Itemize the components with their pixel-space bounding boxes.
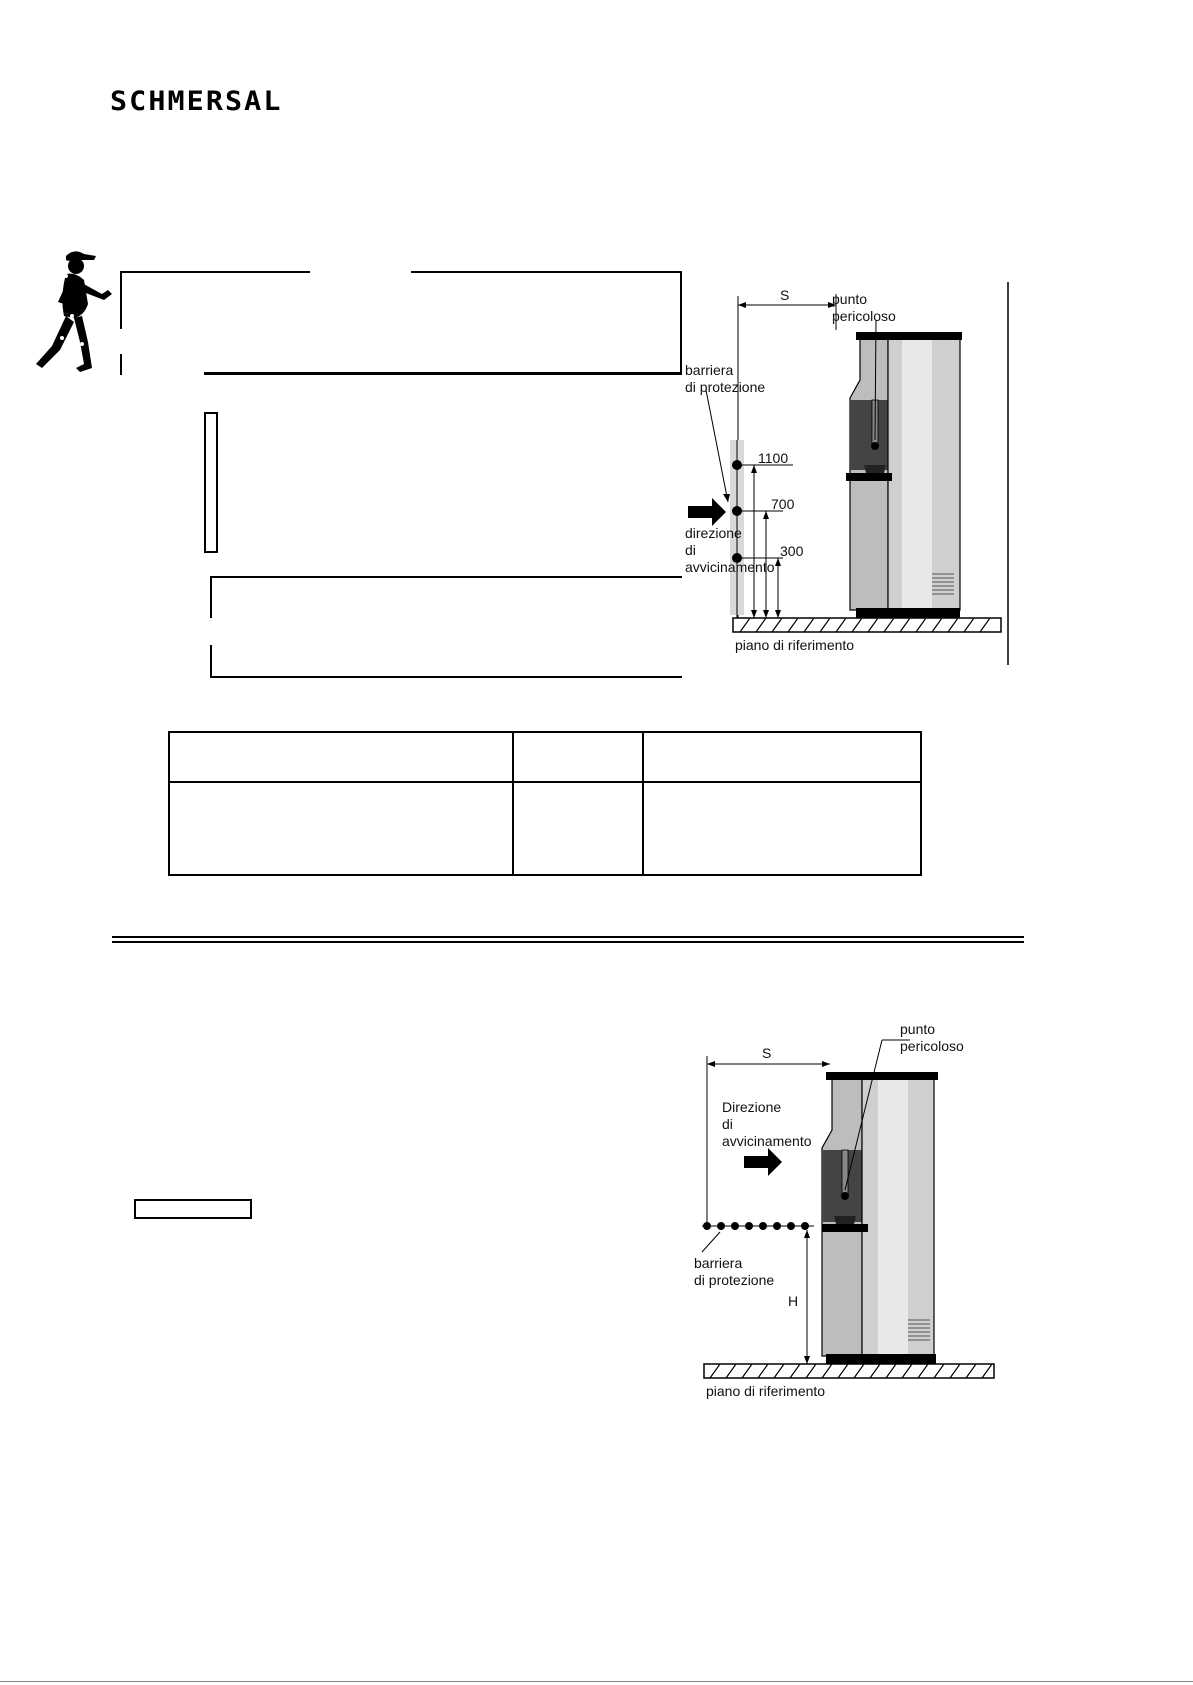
section-divider-top — [112, 936, 1024, 938]
table-column-divider — [642, 733, 644, 874]
fig1-height-1100: 1100 — [758, 450, 789, 466]
fig2-dim-s: S — [762, 1045, 772, 1061]
bracket-bottom — [210, 676, 682, 678]
bracket-left-upper — [210, 576, 212, 618]
frame-bottom — [204, 372, 682, 375]
frame-top-left — [120, 271, 310, 273]
vertical-box — [204, 412, 218, 553]
fig2-label-dir-3: avvicinamento — [722, 1133, 812, 1149]
schmersal-logo: SCHMERSAL — [110, 86, 283, 117]
table-row-divider — [170, 781, 920, 783]
fig2-label-barrier-2: di protezione — [694, 1272, 775, 1288]
fig1-label-reference: piano di riferimento — [735, 637, 855, 653]
frame-left-lower — [120, 354, 122, 375]
frame-left — [120, 271, 122, 329]
table-box — [168, 731, 922, 876]
fig2-label-danger-2: pericoloso — [900, 1038, 964, 1054]
fig1-label-dir-1: direzione — [685, 525, 742, 541]
section-divider-bottom — [112, 941, 1024, 943]
fig2-label-dir-2: di — [722, 1116, 733, 1132]
fig2-label-dir-1: Direzione — [722, 1099, 782, 1115]
fig2-dim-h: H — [788, 1293, 799, 1309]
fig1-height-700: 700 — [771, 496, 795, 512]
table-column-divider — [512, 733, 514, 874]
figure-horizontal-barrier — [682, 1020, 1012, 1410]
fig2-label-danger-1: punto — [900, 1021, 936, 1037]
fig1-label-danger-1: punto — [832, 291, 868, 307]
figure-vertical-barrier — [685, 280, 1018, 670]
bracket-top — [210, 576, 682, 578]
small-box — [134, 1199, 252, 1219]
bracket-left-lower — [210, 645, 212, 678]
page-bottom-rule — [0, 1681, 1193, 1682]
fig1-height-300: 300 — [780, 543, 804, 559]
fig2-label-reference: piano di riferimento — [706, 1383, 826, 1399]
walking-person-icon — [22, 246, 114, 374]
fig2-label-barrier-1: barriera — [694, 1255, 743, 1271]
fig1-label-dir-3: avvicinamento — [685, 559, 775, 575]
frame-top-right — [411, 271, 681, 273]
fig1-label-barrier-1: barriera — [685, 362, 734, 378]
fig1-label-dir-2: di — [685, 542, 696, 558]
fig1-label-danger-2: pericoloso — [832, 308, 896, 324]
fig1-dim-s: S — [780, 287, 790, 303]
fig1-label-barrier-2: di protezione — [685, 379, 766, 395]
frame-right — [680, 271, 682, 374]
